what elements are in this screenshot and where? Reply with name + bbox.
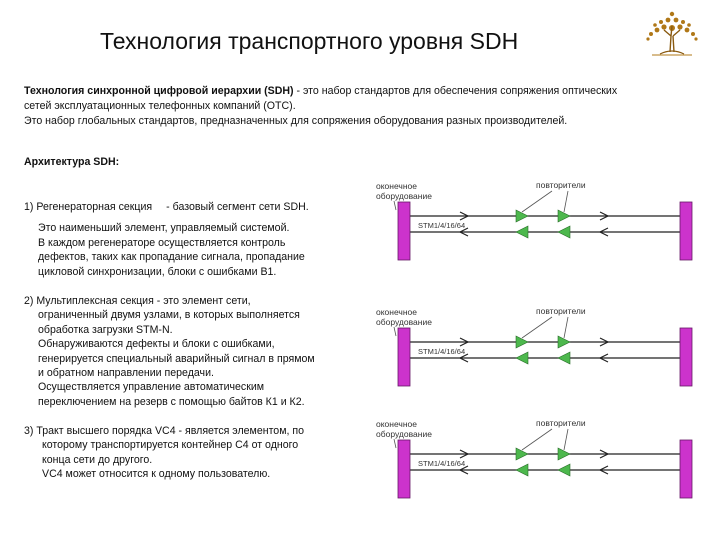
pointer-line <box>564 429 568 450</box>
sdh-diagram-regenerator <box>372 180 712 278</box>
section-1-line: Это наименьший элемент, управляемый системой. <box>38 222 290 235</box>
section-1-line: цикловой синхронизации, блоки с ошибками В1. <box>38 265 277 278</box>
intro-line-1: - это набор стандартов для обеспечения сопряжения оптических <box>293 85 618 97</box>
repeater-triangle <box>516 352 528 364</box>
intro-line-2: сетей эксплуатационных телефонных компаний (ОТС). <box>24 100 296 112</box>
repeaters-label: повторители <box>536 306 586 316</box>
terminal-label: оборудование <box>376 317 432 327</box>
pointer-line <box>394 327 396 336</box>
pointer-line <box>394 201 396 210</box>
terminal-equipment-box <box>680 202 692 260</box>
sdh-diagram-path <box>372 418 712 516</box>
repeater-triangle <box>516 464 528 476</box>
stm-label: STM1/4/16/64 <box>418 221 466 230</box>
stm-label: STM1/4/16/64 <box>418 459 466 468</box>
tree-logo-icon <box>640 8 704 58</box>
terminal-label: оконечное <box>376 307 417 317</box>
stm-label: STM1/4/16/64 <box>418 347 466 356</box>
terminal-equipment-box <box>398 202 410 260</box>
section-vc4-path <box>24 424 304 482</box>
section-2-line: переключением на резерв с помощью байтов К1 и К2. <box>38 395 305 408</box>
section-1-line: дефектов, таких как пропадание сигнала, пропадание <box>38 251 305 264</box>
terminal-label: оконечное <box>376 419 417 429</box>
pointer-line <box>522 317 552 338</box>
pointer-line <box>522 429 552 450</box>
repeater-triangle <box>558 464 570 476</box>
terminal-equipment-box <box>680 440 692 498</box>
section-2-line: генерируется специальный аварийный сигнал в прямом <box>38 352 315 365</box>
repeaters-label: повторители <box>536 418 586 428</box>
page-title: Технология транспортного уровня SDH <box>100 28 519 54</box>
section-1-line: В каждом регенераторе осуществляется контроль <box>38 236 286 249</box>
pointer-line <box>564 317 568 338</box>
section-3-line: конца сети до другого. <box>42 453 153 466</box>
intro-text <box>24 84 704 129</box>
intro-bold-term: Технология синхронной цифровой иерархии (SDH) <box>24 85 294 97</box>
section-2-head: 2) Мультиплексная секция - это элемент сети, <box>24 295 251 307</box>
section-2-line: ограниченный двумя узлами, в которых выполняется <box>38 309 300 322</box>
pointer-line <box>564 191 568 212</box>
terminal-label: оборудование <box>376 191 432 201</box>
section-2-line: и обратном направлении передачи. <box>38 367 214 380</box>
repeaters-label: повторители <box>536 180 586 190</box>
sdh-diagram-multiplex <box>372 306 712 404</box>
section-2-line: Обнаруживаются дефекты и блоки с ошибками, <box>38 338 275 351</box>
terminal-label: оконечное <box>376 181 417 191</box>
section-multiplex <box>24 294 315 409</box>
terminal-equipment-box <box>680 328 692 386</box>
section-2-line: обработка загрузки STM-N. <box>38 323 173 336</box>
section-3-head: 3) Тракт высшего порядка VC4 - является элементом, по <box>24 425 304 437</box>
section-1-head-left: 1) Регенераторная секция <box>24 201 153 213</box>
intro-line-3: Это набор глобальных стандартов, предназначенных для сопряжения оборудования разных производителей. <box>24 115 568 127</box>
pointer-line <box>394 439 396 448</box>
section-2-line: Осуществляется управление автоматическим <box>38 381 265 394</box>
section-3-line: которому транспортируется контейнер С4 от одного <box>42 439 299 452</box>
architecture-heading: Архитектура SDH: <box>24 156 120 168</box>
section-3-line: VC4 может относится к одному пользователю. <box>42 468 271 481</box>
repeater-triangle <box>516 226 528 238</box>
section-regenerator <box>24 200 309 279</box>
section-1-head-right: - базовый сегмент сети SDH. <box>166 201 309 213</box>
terminal-equipment-box <box>398 328 410 386</box>
terminal-label: оборудование <box>376 429 432 439</box>
repeater-triangle <box>558 352 570 364</box>
pointer-line <box>522 191 552 212</box>
terminal-equipment-box <box>398 440 410 498</box>
repeater-triangle <box>558 226 570 238</box>
